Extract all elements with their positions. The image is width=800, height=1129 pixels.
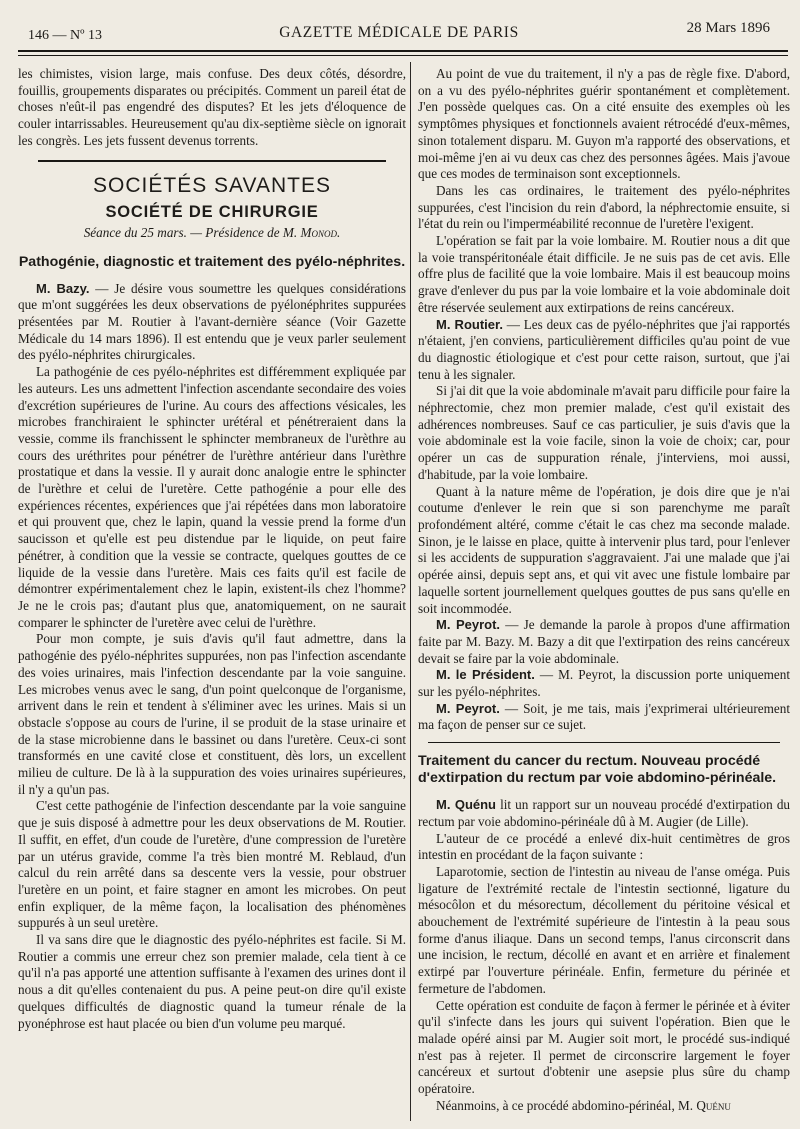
page-header <box>28 18 770 44</box>
paragraph: La pathogénie de ces pyélo-néphrites est différemment expliquée par les auteurs. Les uns admettent l'infection ascendante secondaire des voies d'excrétion supérieures de l'urine. Au cours des affections vésicales, les microbes franchiraient le sphincter urétéral et pénétreraient dans la vessie, comme ils franchissent le sphincter membraneux de l'urèthre au cours des uréthrites pour pénétrer de l'urèthre antérieur dans l'urèthre prostatique et dans la vessie. Il y aurait donc analogie entre le sphincter de l'urèthre et celui de l'uretère. Cette pathogénie a pour elle des expériences récentes, expériences que j'ai répétées dans mon laboratoire et qui prouvent que, chez le lapin, quand la vessie prend la forme d'un saucisson et qu'elle est peu distendue par le liquide, on peut faire pénétrer, à condition que la vessie se contracte, quelques gouttes de ce liquide de la vessie dans l'uretère. Mais ces faits qu'il est facile de démontrer expérimentalement chez le lapin, existent-ils chez l'homme? Je ne le crois pas; d'autant plus que, anatomiquement, on ne saurait comparer le sphincter de l'uretère avec celui de l'urèthre. <box>18 364 406 630</box>
article-separator <box>428 742 780 743</box>
paragraph: Cette opération est conduite de façon à fermer le périnée et à éviter qu'il s'infecte dans les jours qui suivent l'opération. Bien que le malade opéré ainsi par M. Augier soit mort, le procédé sus-indiqué n'est pas à rejeter. Il permet de circonscrire largement le foyer cancéreux et surtout d'obtenir une asepsie plus sûre du champ opératoire. <box>418 997 790 1097</box>
person-name: Quénu <box>696 1097 731 1113</box>
paragraph: Dans les cas ordinaires, le traitement des pyélo-néphrites suppurées, c'est l'incision du rein d'abord, la néphrectomie ensuite, si l'état du rein ou l'imperméabilité reconnue de l'uretère l'exigent. <box>418 182 790 232</box>
paragraph-text: — M. Peyrot, la discussion porte uniquement sur les pyélo-néphrites. <box>418 667 790 700</box>
article-title: Pathogénie, diagnostic et traitement des pyélo-néphrites. <box>18 253 406 270</box>
speaker-name: M. Quénu <box>436 797 497 813</box>
society-title: SOCIÉTÉ DE CHIRURGIE <box>105 203 319 222</box>
paragraph <box>418 701 790 734</box>
paragraph: Il va sans dire que le diagnostic des pyélo-néphrites est facile. Si M. Routier a commis une erreur chez son premier malade, cela tient à ce qu'il n'a pas apporté une attention suffisante à l'examen des urines dont il nous a dit qu'elles contenaient du pus. A peine peut-on dire qu'il existe quelques difficultés de diagnostic quand la tumeur rénale de la pyonéphrose est haut placée ou bien d'un volume peu marqué. <box>18 932 406 1031</box>
issue-date: 28 Mars 1896 <box>686 20 770 36</box>
left-column <box>18 66 406 1119</box>
paragraph-text: — Je désire vous soumettre les quelques considérations que m'ont suggérées les deux observations de pyélonéphrites suppurées présentées par M. Routier à l'avant-dernière séance (Voir Gazette Médicale du 14 mars 1896). Il est entendu que je veux parler seulement des pyélo-néphrites chirurgicales. <box>18 280 406 363</box>
speaker-name: M. Bazy. <box>36 280 90 296</box>
paragraph-text: Néanmoins, à ce procédé abdomino-périnéal, M. <box>436 1097 697 1113</box>
paragraph <box>418 667 790 700</box>
paragraph: Quant à la nature même de l'opération, je dois dire que je n'ai coutume d'enlever le rein que si son parenchyme me paraît profondément altéré, comme c'était le cas chez ma seconde malade. Sinon, je le laisse en place, quitte à intervenir plus tard, pour l'enlever si les accidents de suppuration s'aggravaient. J'ai une malade que j'ai opérée ainsi, depuis sept ans, et qui vit avec une fistule lombaire par laquelle sortent journellement quelques gouttes de pus sans qu'elle en soit incommodée. <box>418 483 790 616</box>
paragraph <box>418 1098 790 1115</box>
speaker-name: M. Routier. <box>436 316 503 332</box>
paragraph: L'opération se fait par la voie lombaire. M. Routier nous a dit que la voie transpéritonéale était difficile. Je ne suis pas de cet avis. Elle offre plus de facilité que la voie lombaire. Mais il est beaucoup moins grave d'enlever du pus par la voie lombaire et la voie abdominale doit être réservée seulement aux extirpations de reins cancéreux. <box>418 233 790 315</box>
paragraph <box>418 797 790 830</box>
paragraph <box>18 281 406 365</box>
paragraph-text: — Les deux cas de pyélo-néphrites que j'ai rapportés n'étaient, j'en conviens, particulièrement difficiles qu'au point de vue du diagnostic étiologique et c'est pour cette raison, surtout, que j'ai tenu à les signaler. <box>418 316 790 382</box>
journal-title: GAZETTE MÉDICALE DE PARIS <box>279 24 519 41</box>
paragraph-text: — Soit, je me tais, mais j'exprimerai ultérieurement ma façon de penser sur ce sujet. <box>418 700 790 733</box>
paragraph: L'auteur de ce procédé a enlevé dix-huit centimètres de gros intestin en procédant de la façon suivante : <box>418 830 790 863</box>
seance-president: Monod. <box>300 224 341 240</box>
paragraph <box>418 317 790 384</box>
page-number: 146 — Nº 13 <box>28 28 102 43</box>
speaker-name: M. le Président. <box>436 667 535 683</box>
article-title: Traitement du cancer du rectum. Nouveau procédé d'extirpation du rectum par voie abdomino-périnéale. <box>418 753 777 787</box>
header-rule-thick <box>18 50 788 52</box>
column-divider <box>410 62 411 1121</box>
speaker-name: M. Peyrot. <box>436 617 501 633</box>
section-title: SOCIÉTÉS SAVANTES <box>93 173 331 197</box>
paragraph: Si j'ai dit que la voie abdominale m'avait paru difficile pour faire la néphrectomie, chez mon premier malade, c'est qu'il existait des adhérences nombreuses. Sauf ce cas particulier, je suis d'avis que la voie abdominale est la voie facile, sinon la voie de choix; car, pour opérer un cas de suppuration rénale, j'interviens, moi aussi, d'habitude, par la voie lombaire. <box>418 383 790 482</box>
paragraph <box>418 617 790 667</box>
paragraph-text: lit un rapport sur un nouveau procédé d'extirpation du rectum par voie abdomino-périnéale dû à M. Augier (de Lille). <box>418 797 790 829</box>
paragraph: Au point de vue du traitement, il n'y a pas de règle fixe. D'abord, on a vu des pyélo-néphrites guérir spontanément et complètement. J'en possède quelques cas. On a cité ensuite des exemples où les symptômes physiques et fonctionnels avaient rétrocédé d'eux-mêmes, sinon totalement disparu. M. Guyon m'a rapporté des observations, et moi-même j'en ai vu deux cas chez des personnes âgées. Mais j'avoue que ces modes de terminaison sont exceptionnels. <box>418 66 790 182</box>
speaker-name: M. Peyrot. <box>436 700 500 716</box>
paragraph: C'est cette pathogénie de l'infection descendante par la voie sanguine que je suis disposé à admettre pour les deux observations de M. Routier. Il suffit, en effet, d'un coude de l'uretère, d'une compression de l'uretère par un utérus gravide, comme l'a très bien montré M. Reblaud, d'un calcul du rein arrêté dans sa descente vers la vessie, pour obstruer l'uretère en un point, et faire stagner en amont les microbes. On peut enfin expliquer, de la même façon, la localisation des phénomènes suppurés à un seul uretère. <box>18 798 406 931</box>
paragraph-text: — Je demande la parole à propos d'une affirmation faite par M. Bazy. M. Bazy a dit que l'extirpation des reins cancéreux devait se faire par la voie abdominale. <box>418 617 790 666</box>
header-rule-thin <box>18 55 788 56</box>
right-column <box>418 66 790 1119</box>
section-separator <box>38 160 386 162</box>
seance-prefix: Séance du 25 mars. — Présidence de M. <box>83 224 301 240</box>
paragraph: Laparotomie, section de l'intestin au niveau de l'anse oméga. Puis ligature de l'extrémité rectale de l'intestin sectionné, ligature du mésocôlon et du mésorectum, décollement du péritoine vésical et abouchement de l'extrémité supérieure de l'intestin à la peau sous forme d'anus iliaque. Dans un second temps, l'anus circonscrit dans une incision, le rectum, décollé en avant et en arrière et finalement extirpé par l'ouverture périnéale. Enfin, fermeture du périnée et fermeture de l'abdomen. <box>418 863 790 996</box>
seance-line <box>18 225 406 242</box>
intro-paragraph: les chimistes, vision large, mais confuse. Des deux côtés, désordre, fouillis, groupements disparates ou précipités. Comment un pareil état de choses n'eût-il pas engendré des disputes? Et les jets d'éloquence de couler intarrissables. Heureusement qu'au dix-septième siècle on ignorait les congrès. Les jets fussent devenus torrents. <box>18 66 406 148</box>
paragraph: Pour mon compte, je suis d'avis qu'il faut admettre, dans la pathogénie des pyélo-néphrites suppurées, non pas l'infection ascendante des voies urinaires, mais l'infection descendante par la voie sanguine. Les microbes venus avec le sang, d'un point quelconque de l'organisme, arrivent dans le rein et tendent à s'éliminer avec les urines. Mais si un obstacle s'oppose au cours de l'urine, il se produit de la stase urinaire et de la stase microbienne dans le bassinet ou dans l'uretère. Ceux-ci sont transformés en une cavité close et constituent, dès lors, un excellent milieu de culture. De là à la suppuration des voies urinaires supérieures, il n'y a qu'un pas. <box>18 631 406 797</box>
